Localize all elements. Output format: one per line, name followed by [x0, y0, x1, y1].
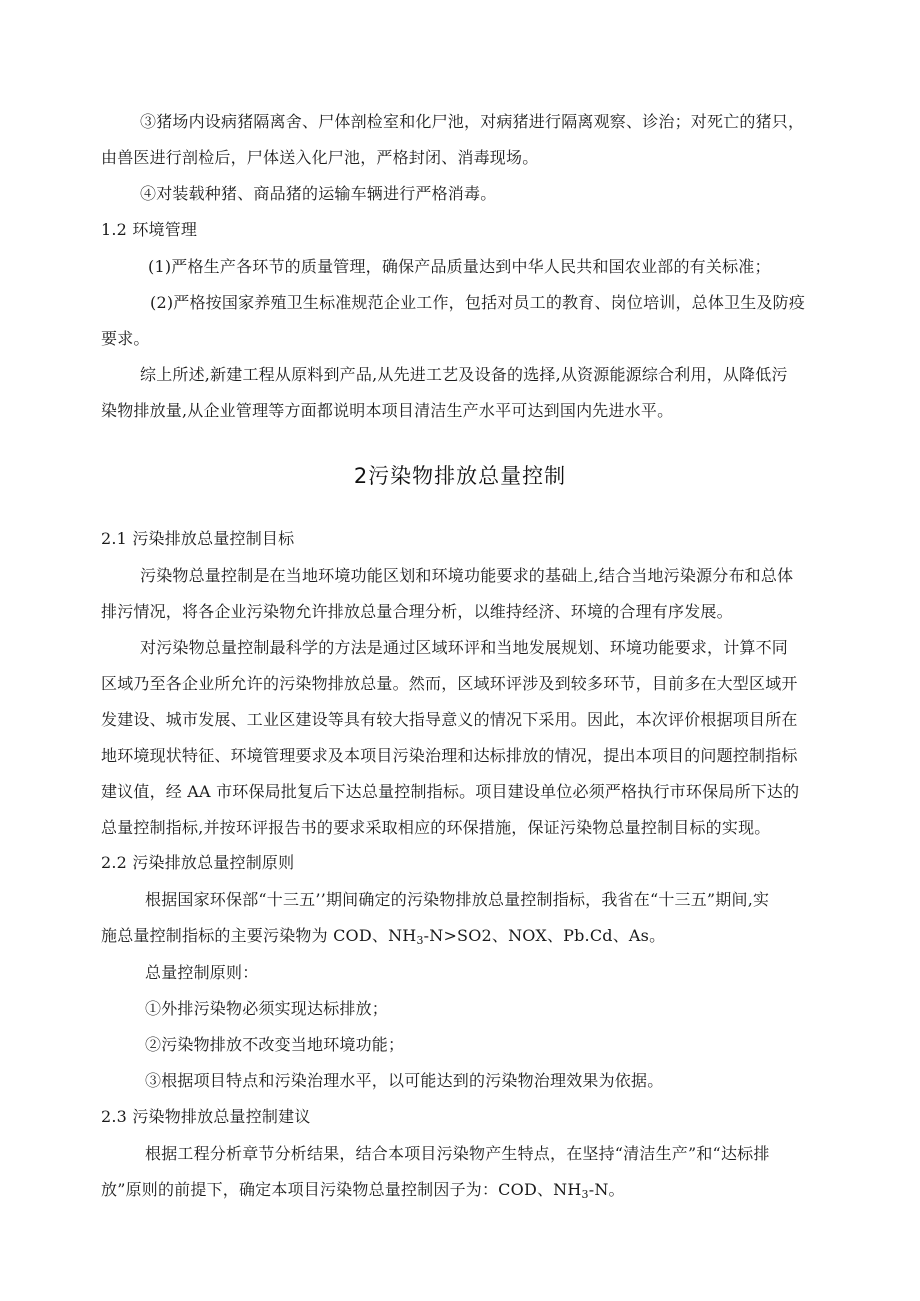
section-heading-2-1: 2.1 污染排放总量控制目标 — [101, 529, 295, 548]
paragraph-line: (2)严格按国家养殖卫生标准规范企业工作，包括对员工的教育、岗位培训，总体卫生及防疫 — [150, 293, 806, 312]
subscript: 3 — [581, 1188, 589, 1201]
paragraph-line: 对污染物总量控制最科学的方法是通过区域环评和当地发展规划、环境功能要求，计算不同 — [140, 638, 789, 657]
text-run: -N。 — [588, 1180, 625, 1199]
paragraph-line-with-formula — [101, 926, 665, 946]
paragraph-line: (1)严格生产各环节的质量管理，确保产品质量达到中华人民共和国农业部的有关标准； — [148, 257, 771, 276]
paragraph-line: 由兽医进行剖检后，尸体送入化尸池，严格封闭、消毒现场。 — [101, 148, 539, 167]
paragraph-line: 发建设、城市发展、工业区建设等具有较大指导意义的情况下采用。因此，本次评价根据项目所在 — [101, 710, 798, 729]
section-heading-2-3: 2.3 污染物排放总量控制建议 — [101, 1107, 311, 1126]
paragraph-line: 染物排放量,从企业管理等方面都说明本项目清洁生产水平可达到国内先进水平。 — [101, 401, 674, 420]
paragraph-line: 建议值，经 AA 市环保局批复后下达总量控制指标。项目建设单位必须严格执行市环保局所下达的 — [101, 782, 800, 801]
principle-item: ②污染物排放不改变当地环境功能； — [145, 1035, 405, 1054]
paragraph-line: 根据国家环保部“十三五’’期间确定的污染物排放总量控制指标，我省在“十三五”期间,实 — [145, 890, 770, 909]
principle-item: ③根据项目特点和污染治理水平，以可能达到的污染物治理效果为依据。 — [145, 1071, 664, 1090]
paragraph-line: 地环境现状特征、环境管理要求及本项目污染治理和达标排放的情况，提出本项目的问题控制指标 — [101, 746, 798, 765]
text-run: -N>SO2、NOX、Pb.Cd、As。 — [423, 926, 666, 945]
paragraph-line: 总量控制指标,并按环评报告书的要求采取相应的环保措施，保证污染物总量控制目标的实现。 — [101, 818, 771, 837]
paragraph-line: 污染物总量控制是在当地环境功能区划和环境功能要求的基础上,结合当地污染源分布和总体 — [140, 566, 794, 585]
paragraph-line: 根据工程分析章节分析结果，结合本项目污染物产生特点，在坚持“清洁生产”和“达标排 — [145, 1144, 770, 1163]
text-run: 施总量控制指标的主要污染物为 COD、NH — [101, 926, 417, 945]
principles-label: 总量控制原则： — [145, 963, 259, 982]
subscript: 3 — [416, 934, 424, 947]
principle-item: ①外排污染物必须实现达标排放； — [145, 999, 389, 1018]
paragraph-line: ③猪场内设病猪隔离舍、尸体剖检室和化尸池，对病猪进行隔离观察、诊治；对死亡的猪只， — [140, 112, 805, 131]
paragraph-line-with-formula — [101, 1180, 625, 1200]
paragraph-line: 要求。 — [101, 329, 150, 348]
paragraph-line: 综上所述,新建工程从原料到产品,从先进工艺及设备的选择,从资源能源综合利用，从降低污 — [140, 365, 788, 384]
paragraph-line: ④对装载种猪、商品猪的运输车辆进行严格消毒。 — [140, 184, 497, 203]
paragraph-line: 排污情况，将各企业污染物允许排放总量合理分析，以维持经济、环境的合理有序发展。 — [101, 602, 733, 621]
section-heading-2-2: 2.2 污染排放总量控制原则 — [101, 853, 295, 872]
chapter-title: 2污染物排放总量控制 — [353, 464, 567, 488]
paragraph-line: 区域乃至各企业所允许的污染物排放总量。然而，区域环评涉及到较多环节，目前多在大型区域开 — [101, 674, 798, 693]
text-run: 放”原则的前提下，确定本项目污染物总量控制因子为：COD、NH — [101, 1180, 582, 1199]
section-heading-1-2: 1.2 环境管理 — [101, 220, 198, 239]
